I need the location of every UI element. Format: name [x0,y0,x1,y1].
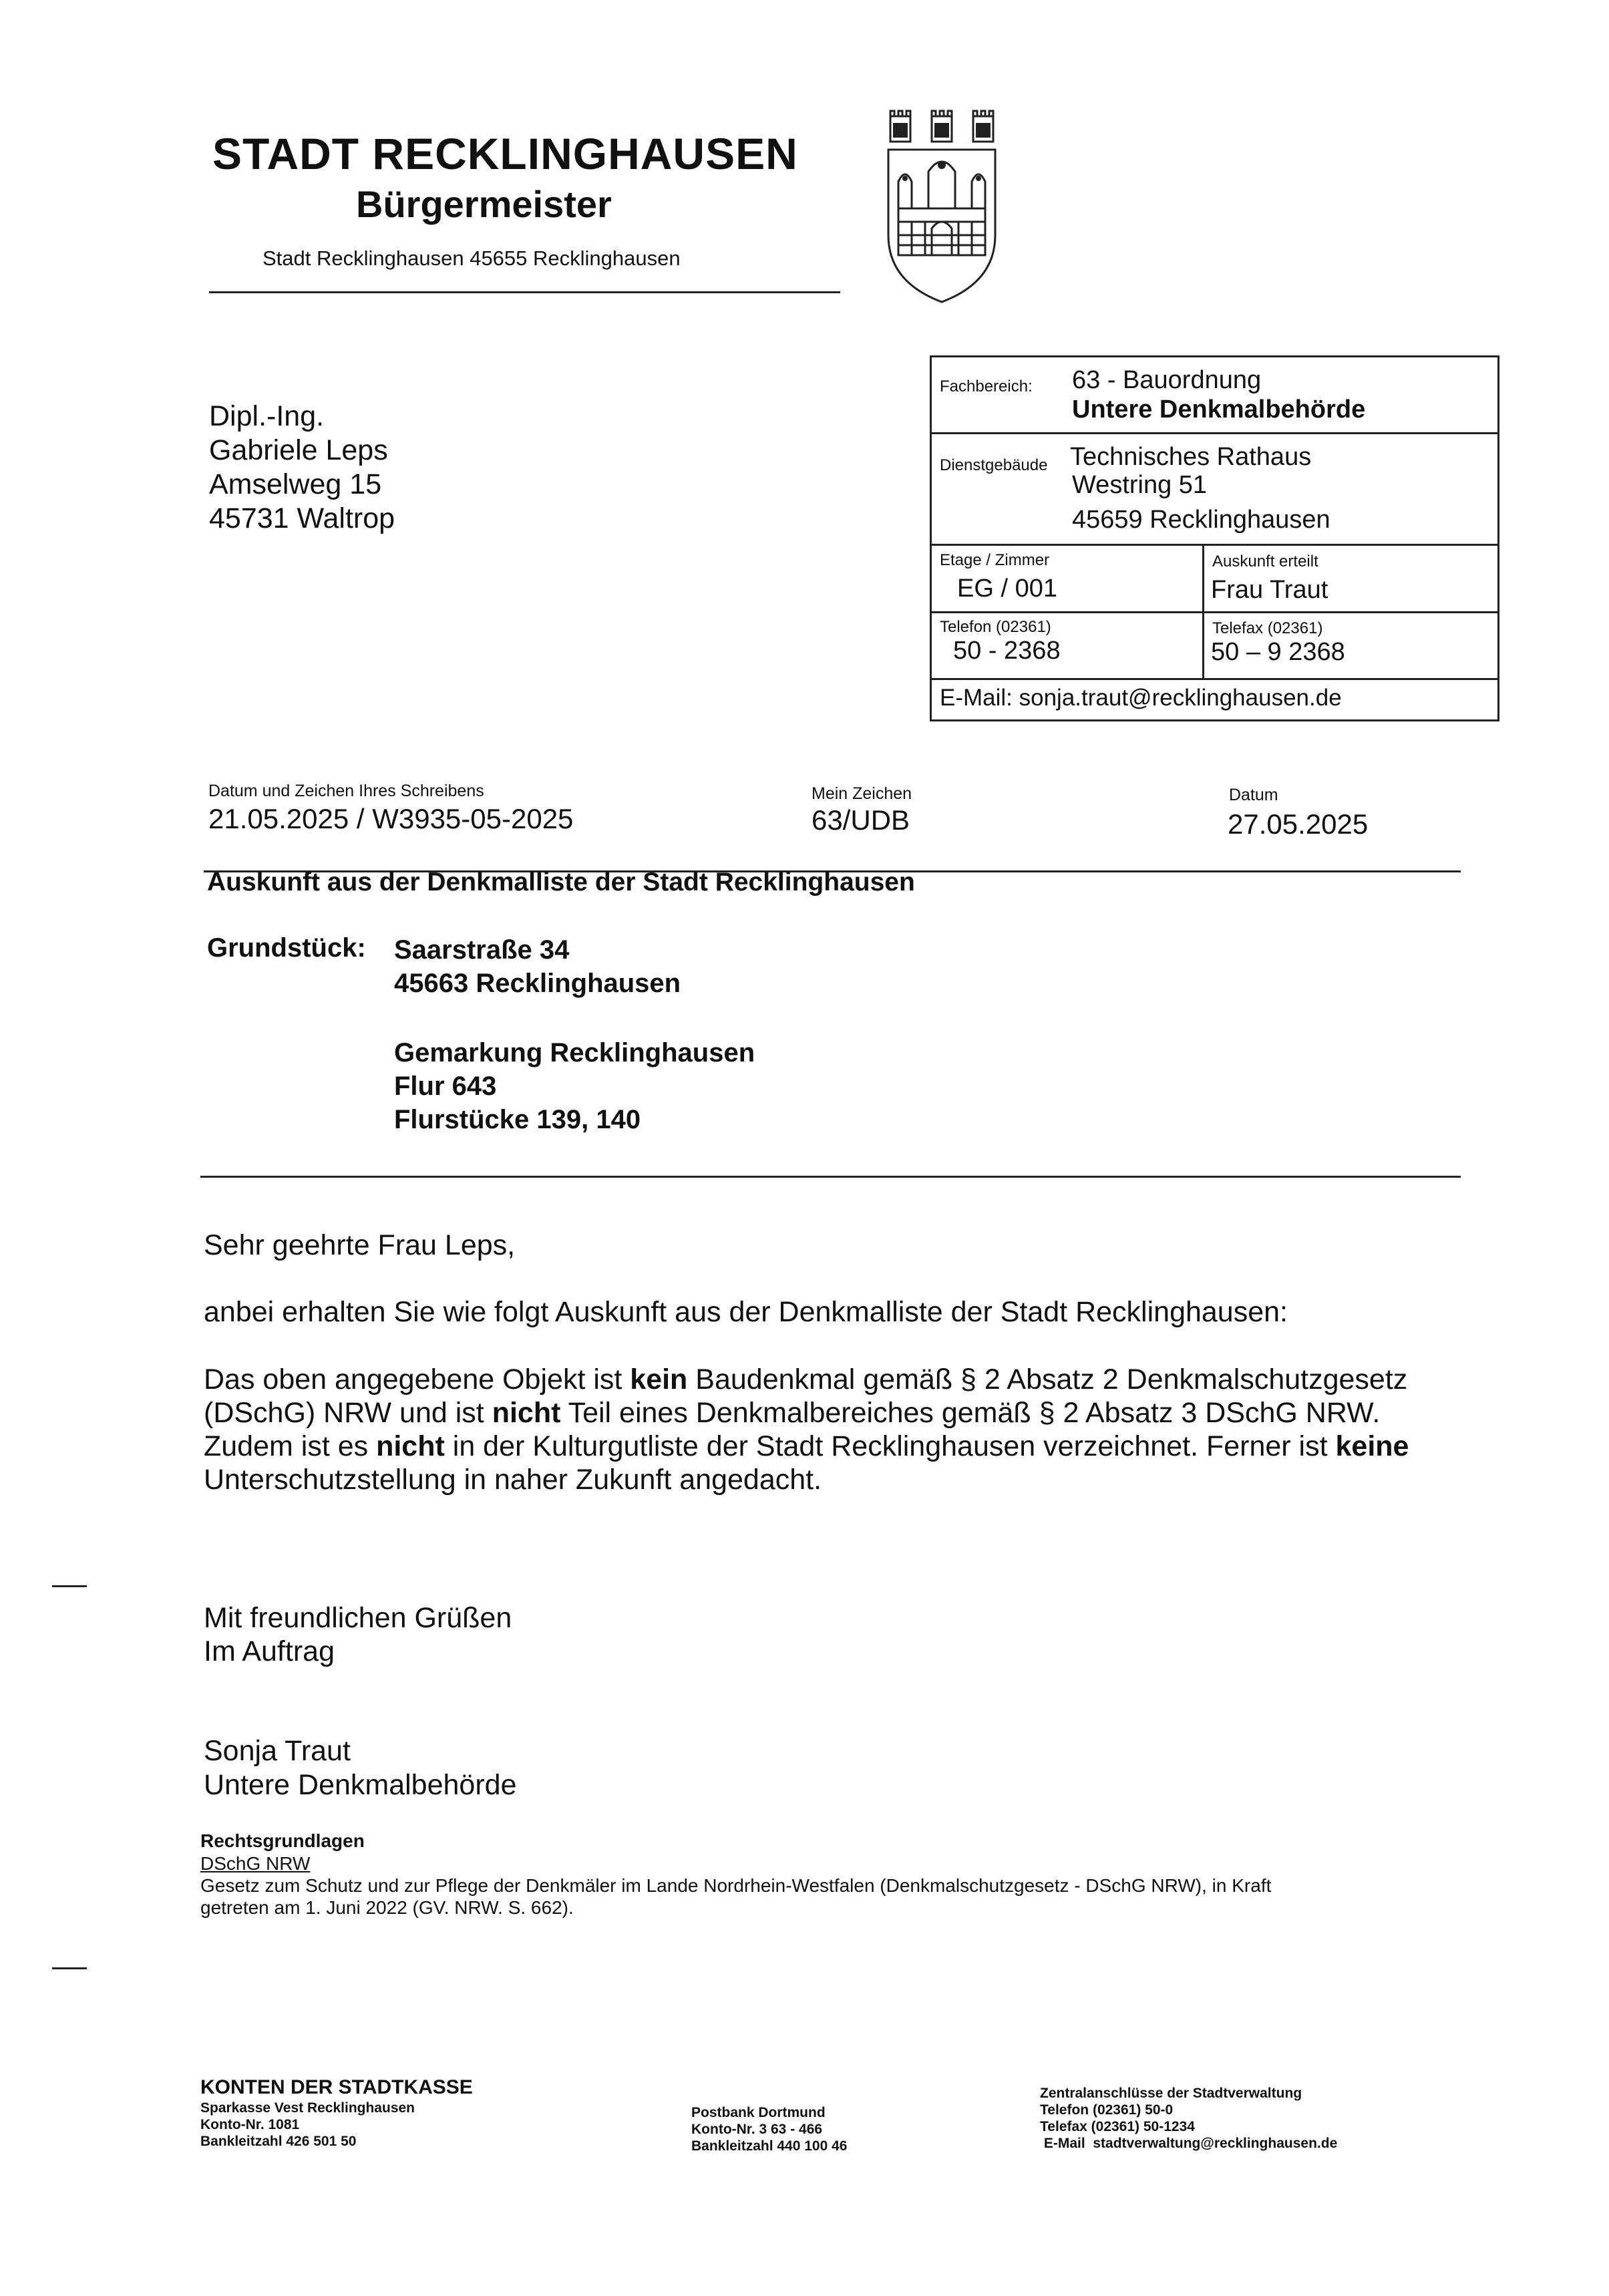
paragraph-line: Zudem ist es nicht in der Kulturgutliste der Stadt Recklinghausen verzeichnet. Ferner ist keine [204,1430,1409,1462]
recipient-line: 45731 Waltrop [209,502,395,534]
floor-label: Etage / Zimmer [940,551,1050,569]
signer-unit: Untere Denkmalbehörde [204,1769,517,1801]
punch-mark [52,1967,87,1969]
building-label: Dienstgebäude [940,456,1048,474]
date-label: Datum [1229,786,1278,804]
contact-person: Frau Traut [1211,576,1328,604]
coat-of-arms-icon [885,108,999,309]
your-ref: 21.05.2025 / W3935-05-2025 [208,803,574,834]
intro-paragraph: anbei erhalten Sie wie folgt Auskunft aus der Denkmalliste der Stadt Recklinghausen: [204,1296,1288,1328]
box-divider [932,432,1497,434]
fold-mark [52,1585,87,1587]
office-title: Bürgermeister [356,183,612,225]
main-paragraph [204,1363,1473,1496]
floor-room: EG / 001 [957,575,1057,603]
cadastral-line: Flur 643 [394,1072,497,1101]
central-contacts: Zentralanschlüsse der Stadtverwaltung Telefon (02361) 50-0 Telefax (02361) 50-1234 E-Mail stadtverwaltung@recklinghausen.de [1040,2086,1338,2151]
cadastral-line: Gemarkung Recklinghausen [394,1038,755,1068]
box-divider [932,544,1497,546]
recipient-line: Dipl.-Ing. [209,400,325,432]
paragraph-line: (DSchG) NRW und ist nicht Teil eines Denkmalbereiches gemäß § 2 Absatz 3 DSchG NRW. [204,1397,1381,1429]
plot-address-line: 45663 Recklinghausen [394,969,681,998]
fax-label: Telefax (02361) [1212,619,1323,637]
recipient-line: Gabriele Leps [209,434,388,466]
letter-date: 27.05.2025 [1228,808,1369,840]
plot-address-line: Saarstraße 34 [394,935,570,965]
cadastral-line: Flurstücke 139, 140 [394,1105,641,1134]
header-divider [209,291,840,293]
salutation: Sehr geehrte Frau Leps, [204,1229,516,1261]
body-divider [200,1176,1461,1178]
closing: Mit freundlichen Grüßen [204,1602,512,1634]
bank-account-sparkasse: Sparkasse Vest Recklinghausen Konto-Nr. 1081 Bankleitzahl 426 501 50 [200,2100,415,2149]
contact-email: E-Mail: sonja.traut@recklinghausen.de [940,685,1342,711]
department: 63 - Bauordnung [1072,366,1262,394]
paragraph-line: Das oben angegebene Objekt ist kein Baudenkmal gemäß § 2 Absatz 2 Denkmalschutzgesetz [204,1363,1408,1396]
plot-details [394,933,755,1136]
recipient-line: Amselweg 15 [209,468,382,500]
legal-link[interactable]: DSchG NRW [200,1853,311,1874]
contact-label: Auskunft erteilt [1212,552,1318,570]
phone-label: Telefon (02361) [940,618,1051,636]
contact-info-box [930,355,1499,721]
legal-heading: Rechtsgrundlagen [200,1830,365,1851]
building-city: 45659 Recklinghausen [1072,506,1330,534]
your-ref-label: Datum und Zeichen Ihres Schreibens [208,782,484,800]
city-title: STADT RECKLINGHAUSEN [212,129,798,178]
box-divider [932,611,1497,613]
bank-account-postbank: Postbank Dortmund Konto-Nr. 3 63 - 466 Bankleitzahl 440 100 46 [691,2105,848,2154]
my-ref-label: Mein Zeichen [812,784,912,803]
department-label: Fachbereich: [940,377,1033,395]
box-divider [932,678,1497,680]
phone-number: 50 - 2368 [953,637,1061,665]
subject-line: Auskunft aus der Denkmalliste der Stadt Recklinghausen [207,868,915,896]
department-unit: Untere Denkmalbehörde [1072,395,1366,424]
building-street: Westring 51 [1072,471,1208,499]
legal-text: Gesetz zum Schutz und zur Pflege der Denkmäler im Lande Nordrhein-Westfalen (Denkmalschutzgesetz - DSchG NRW), in Kraft getreten am 1. Juni 2022 (GV. NRW. S. 662). [200,1875,1272,1918]
plot-label: Grundstück: [207,933,366,963]
paragraph-line: Unterschutzstellung in naher Zukunft angedacht. [204,1464,822,1496]
my-ref: 63/UDB [812,804,910,836]
recipient-address [209,399,395,536]
signer-name: Sonja Traut [204,1735,351,1767]
return-address: Stadt Recklinghausen 45655 Recklinghausen [262,247,681,270]
building: Technisches Rathaus [1070,443,1312,471]
fax-number: 50 – 9 2368 [1211,638,1345,666]
accounts-heading: KONTEN DER STADTKASSE [200,2076,473,2098]
on-behalf: Im Auftrag [204,1635,335,1667]
